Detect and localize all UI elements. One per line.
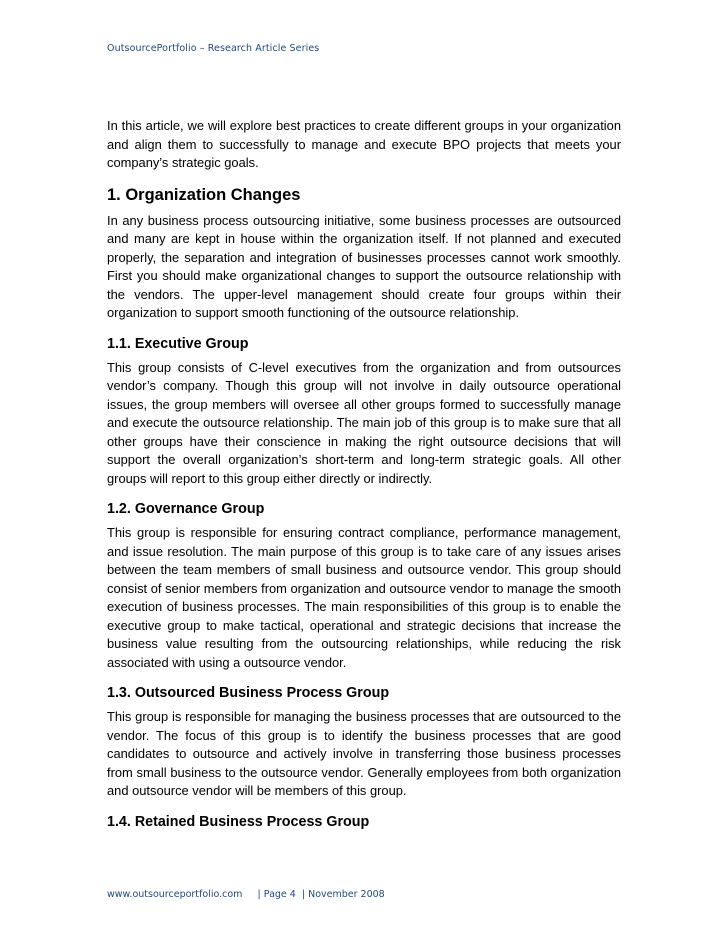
page-header: OutsourcePortfolio – Research Article Series <box>107 43 320 54</box>
page-footer <box>107 889 385 900</box>
section-heading-outsourced-bp-group: 1.3. Outsourced Business Process Group <box>107 685 390 701</box>
section-body-executive-group: This group consists of C-level executives from the organization and from outsources vendor’s company. Though this group will not involve in daily outsource operational issues, the group members will oversee all other groups formed to successfully manage and execute the outsource relationship. The main job of this group is to make sure that all other groups have their conscience in making the right outsource decisions that will support the overall organization’s short-term and long-term strategic goals. All other groups will report to this group either directly or indirectly. <box>107 359 621 486</box>
footer-page-number: | Page 4 <box>257 889 296 900</box>
section-heading-retained-bp-group: 1.4. Retained Business Process Group <box>107 813 370 830</box>
section-heading-governance-group: 1.2. Governance Group <box>107 501 265 517</box>
footer-date: | November 2008 <box>301 889 385 900</box>
footer-website: www.outsourceportfolio.com <box>107 889 243 900</box>
section-body-governance-group: This group is responsible for ensuring contract compliance, performance management, and issue resolution. The main purpose of this group is to take care of any issues arises between the team members of small business and outsource vendor. This group should consist of senior members from organization and outsource vendor to manage the smooth execution of business processes. The main responsibilities of this group is to enable the executive group to make tactical, operational and strategic decisions that increase the business value resulting from the outsourcing relationships, while reducing the risk associated with using a outsource vendor. <box>107 525 621 670</box>
section-heading-executive-group: 1.1. Executive Group <box>107 335 249 352</box>
article-body <box>107 117 621 837</box>
section-body-outsourced-bp-group: This group is responsible for managing the business processes that are outsourced to the vendor. The focus of this group is to identify the business processes that are good candidates to outsource and actively involve in transferring those business processes from small business to the outsource vendor. Generally employees from both organization and outsource vendor will be members of this group. <box>107 709 621 798</box>
intro-paragraph: In this article, we will explore best practices to create different groups in your organization and align them to successfully to manage and execute BPO projects that meets your company’s strategic goals. <box>107 118 621 170</box>
section-body-organization-changes: In any business process outsourcing initiative, some business processes are outsourced and many are kept in house within the organization itself. If not planned and executed properly, the separation and integration of businesses processes cannot work smoothly. First you should make organizational changes to support the outsource relationship with the vendors. The upper-level management should create four groups within their organization to support smooth functioning of the outsource relationship. <box>107 212 621 320</box>
section-heading-organization-changes: 1. Organization Changes <box>107 185 301 204</box>
